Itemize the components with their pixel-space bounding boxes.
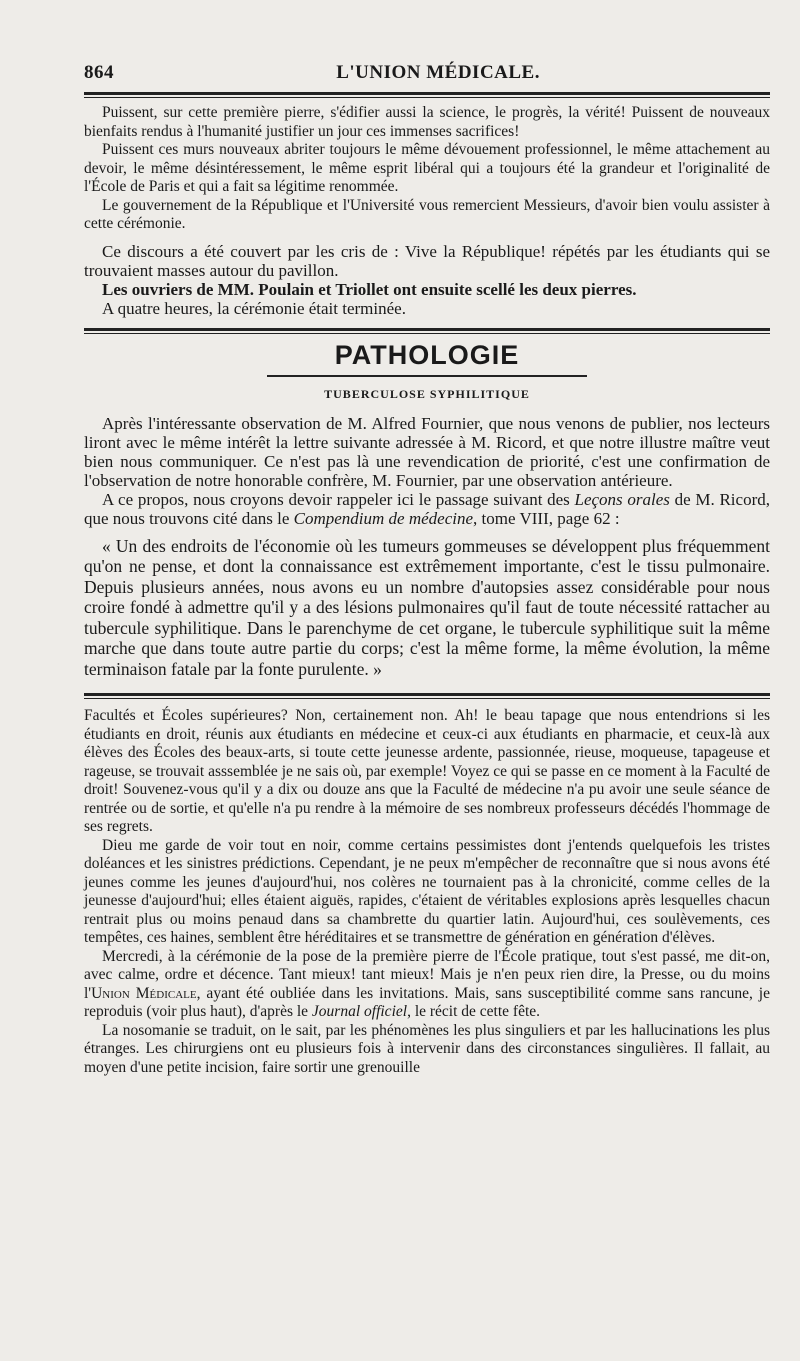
article-paragraph: Après l'intéressante observation de M. Alfred Fournier, que nous venons de publier, nos lecteurs liront avec le même intérêt la lettre suivante adressée à M. Ricord, et que notre illustre maître veut bien nous communiquer. Ce n'est pas là une revendication de priorité, c'est une confirmation de l'observation de notre honorable confrère, M. Fournier, par une observation antérieure.: [84, 413, 770, 490]
speech-paragraph: Puissent, sur cette première pierre, s'édifier aussi la science, le progrès, la vérité! Puissent de nouveaux bienfaits rendus à l'humanité justifier un jour ces immenses sacrifices!: [84, 104, 770, 140]
section-title: PATHOLOGIE: [334, 339, 520, 370]
feuilleton-block: [84, 707, 770, 1077]
ceremony-paragraph: Ce discours a été couvert par les cris de : Vive la République! répétés par les étudiants qui se trouvaient masses autour du pavillon.: [84, 241, 770, 280]
quote-paragraph: « Un des endroits de l'économie où les tumeurs gommeuses se développent plus fréquemment qu'on ne pense, et dont la connaissance est extrêmement importante, c'est le tissu pulmonaire. Depuis plusieurs années, nous avons eu un nombre d'autopsies assez considérable pour nous croire fondé à admettre qu'il y a des lésions pulmonaires qu'il faut de toute nécessité rattacher au tubercule syphilitique. Dans le parenchyme de cet organe, le tubercule syphilitique suit la même marche que dans toute autre partie du corps; c'est la même forme, la même évolution, la même terminaison fatale par la fonte purulente. »: [84, 535, 770, 679]
speech-paragraph: Le gouvernement de la République et l'Université vous remercient Messieurs, d'avoir bien voulu assister à cette cérémonie.: [84, 196, 770, 232]
ceremony-paragraph: A quatre heures, la cérémonie était terminée.: [102, 298, 406, 318]
speech-paragraph: Puissent ces murs nouveaux abriter toujours le même dévouement professionnel, le même attachement au devoir, le même désintéressement, le même esprit libéral qui a toujours été la grandeur et l'originalité de l'École de Paris et qui a fait sa légitime renommée.: [84, 141, 770, 195]
feuilleton-paragraph: Dieu me garde de voir tout en noir, comme certains pessimistes dont j'entends quelquefois les tristes doléances et les sinistres prédictions. Cependant, je ne peux m'empêcher de reconnaître que si nous avons été jeunes comme les jeunes d'aujourd'hui, nos colères ne tournaient pas à la chronicité, comme celles de la jeunesse d'aujourd'hui; elles étaient aiguës, rapides, c'étaient de véritables explosions après lesquelles chacun rentrait plus ou moins penaud dans sa chambrette du quartier latin. Aujourd'hui, ces soulèvements, ces tempêtes, ces haines, semblent être héréditaires et se transmettre de génération en génération d'élèves.: [84, 836, 770, 946]
ceremony-block: [84, 242, 770, 318]
header-rule: [84, 92, 770, 98]
article-subtitle: TUBERCULOSE SYPHILITIQUE: [324, 386, 530, 401]
quotation: [84, 536, 770, 680]
feuilleton-paragraph: La nosomanie se traduit, on le sait, par les phénomènes les plus singuliers et par les hallucinations les plus étranges. Les chirurgiens ont eu plusieurs fois à intervenir dans des circonstances singulières. Il fallait, au moyen d'une petite incision, faire sortir une grenouille: [84, 1021, 770, 1076]
ceremony-paragraph: Les ouvriers de MM. Poulain et Triollet ont ensuite scellé les deux pierres.: [102, 279, 637, 299]
article-paragraph: A ce propos, nous croyons devoir rappeler ici le passage suivant des Leçons orales de M. Ricord, que nous trouvons cité dans le Compendium de médecine, tome VIII, page 62 :: [84, 489, 770, 528]
feuilleton-rule: [84, 693, 770, 699]
feuilleton-paragraph: Facultés et Écoles supérieures? Non, certainement non. Ah! le beau tapage que nous entendrions si les étudiants en droit, réunis aux étudiants en médecine et ceux-ci aux étudiants en pharmacie, et ceux-là aux élèves des Écoles des beaux-arts, si toute cette jeunesse ardente, passionnée, rieuse, moqueuse, tapageuse et rageuse, se trouvait asssemblée je ne sais où, par exemple! Voyez ce qui se passe en ce moment à la Faculté de droit! Souvenez-vous qu'il y a dix ou douze ans que la Faculté de médecine n'a pu avoir une seule séance de rentrée ou de sortie, et qu'elle n'a pu rendre à la mémoire de ses nombreux professeurs décédés l'hommage de ses regrets.: [84, 707, 770, 835]
reference-title: Leçons orales: [574, 489, 670, 509]
page-number: 864: [84, 62, 114, 83]
page-header: [84, 62, 770, 84]
journal-title: L'UNION MÉDICALE.: [336, 62, 540, 83]
reference-title: Compendium de médecine: [293, 508, 474, 528]
section-subrule: [267, 375, 587, 377]
feuilleton-paragraph: Mercredi, à la cérémonie de la pose de la première pierre de l'École pratique, tout s'est passé, me dit-on, avec calme, ordre et décence. Tant mieux! tant mieux! Mais je n'en peux rien dire, la Presse, ou du moins l'Union Médicale, ayant été oubliée dans les invitations. Mais, sans susceptibilité comme sans rancune, je reproduis (voir plus haut), d'après le Journal officiel, le récit de cette fête.: [84, 947, 770, 1020]
speech-block: [84, 104, 770, 234]
section-rule: [84, 328, 770, 334]
article-body: [84, 414, 770, 680]
journal-name: Union Médicale: [91, 984, 197, 1002]
journal-name: Journal officiel: [311, 1003, 408, 1020]
